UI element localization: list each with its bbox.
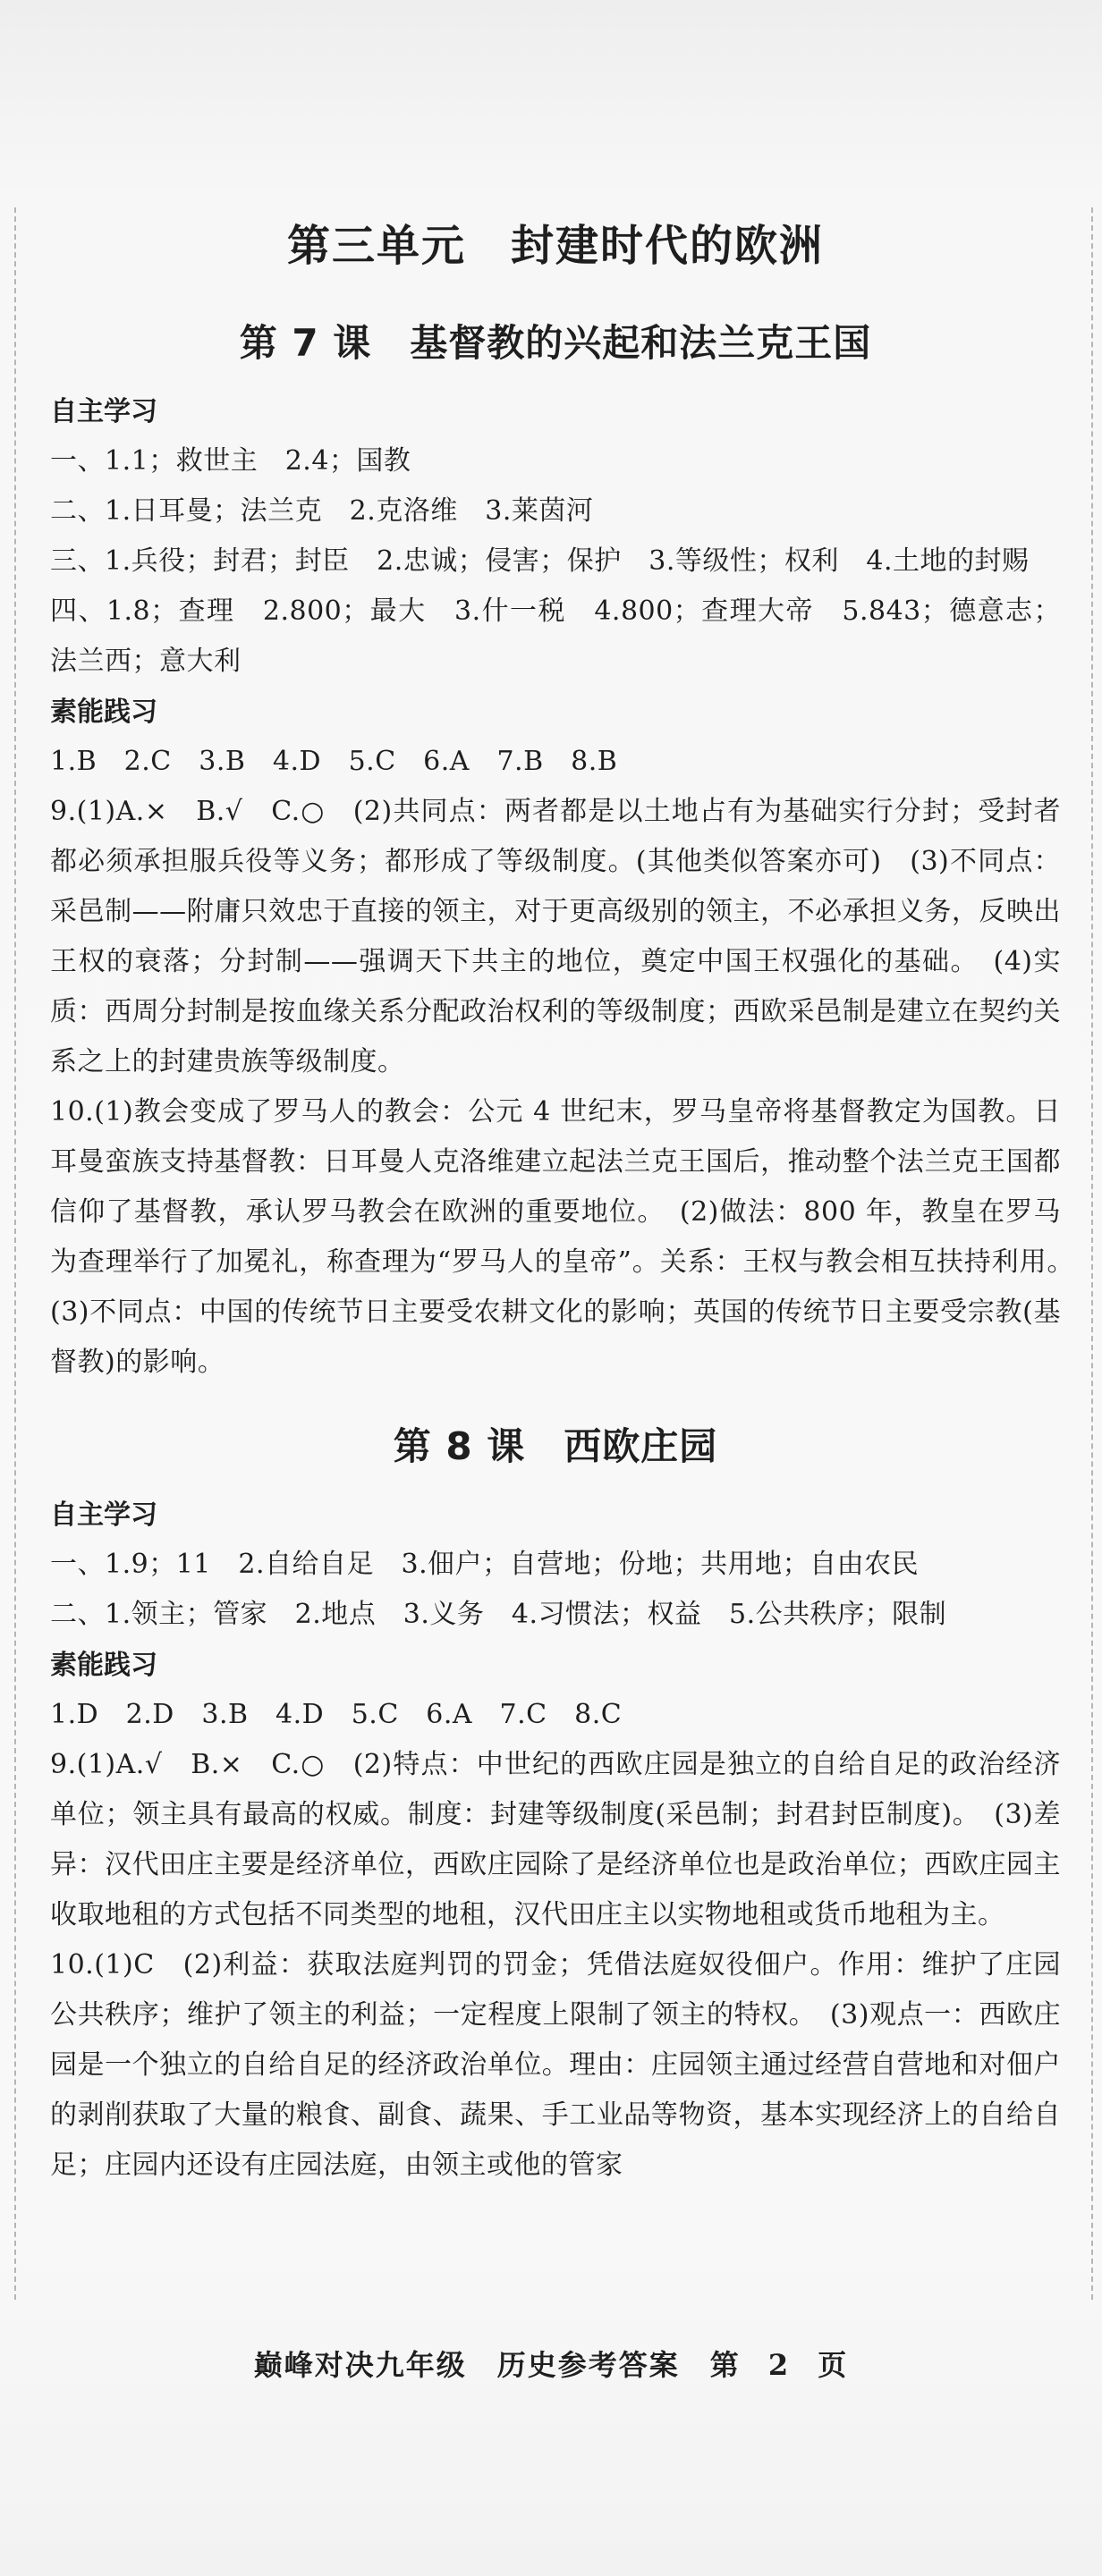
lesson-7-choice-answers: 1.B 2.C 3.B 4.D 5.C 6.A 7.B 8.B xyxy=(50,746,618,777)
lesson-8-title: 第 8 课 西欧庄园 xyxy=(393,1424,718,1468)
lesson-8-self-study-heading: 自主学习 xyxy=(50,1499,157,1531)
lesson-7-self-study-line: 二、1.日耳曼；法兰克 2.克洛维 3.莱茵河 xyxy=(50,495,594,527)
page-footer: 巅峰对决九年级 历史参考答案 第 2 页 xyxy=(253,2348,849,2382)
lesson-7-practice-heading: 素能践习 xyxy=(50,697,157,728)
lesson-8-practice-heading: 素能践习 xyxy=(50,1650,157,1681)
lesson-7-question-9: 9.(1)A.× B.√ C.○ (2)共同点：两者都是以土地占有为基础实行分封；受封者都必须承担服兵役等义务；都形成了等级制度。(其他类似答案亦可) (3)不同点：采邑制——附庸只效忠于直接的领主，对于更高级别的领主，不必承担义务，反映出王权的衰落；分封制——强调天下共主的地位，奠定中国王权强化的基础。 (4)实质：西周分封制是按血缘关系分配政治权利的等级制度；西欧采邑制是建立在契约关系之上的封建贵族等级制度。 xyxy=(50,796,1061,1077)
lesson-8-self-study-line: 一、1.9；11 2.自给自足 3.佃户；自营地；份地；共用地；自由农民 xyxy=(50,1549,920,1580)
lesson-8-self-study-line: 二、1.领主；管家 2.地点 3.义务 4.习惯法；权益 5.公共秩序；限制 xyxy=(50,1599,947,1630)
right-margin-rule xyxy=(1091,207,1093,2300)
unit-title: 第三单元 封建时代的欧洲 xyxy=(286,221,824,271)
lesson-7-title: 第 7 课 基督教的兴起和法兰克王国 xyxy=(239,321,872,365)
lesson-7-self-study-line: 一、1.1；救世主 2.4；国教 xyxy=(50,445,411,477)
lesson-7-self-study-line: 三、1.兵役；封君；封臣 2.忠诚；侵害；保护 3.等级性；权利 4.土地的封赐 xyxy=(50,545,1030,577)
lesson-7-question-10: 10.(1)教会变成了罗马人的教会：公元 4 世纪末，罗马皇帝将基督教定为国教。日耳曼蛮族支持基督教：日耳曼人克洛维建立起法兰克王国后，推动整个法兰克王国都信仰了基督教，承认罗马教会在欧洲的重要地位。 (2)做法：800 年，教皇在罗马为查理举行了加冕礼，称查理为“罗马人的皇帝”。关系：王权与教会相互扶持利用。 (3)不同点：中国的传统节日主要受农耕文化的影响；英国的传统节日主要受宗教(基督教)的影响。 xyxy=(50,1096,1089,1378)
lesson-7-self-study-heading: 自主学习 xyxy=(50,396,157,427)
lesson-8-question-10: 10.(1)C (2)利益：获取法庭判罚的罚金；凭借法庭奴役佃户。作用：维护了庄园公共秩序；维护了领主的利益；一定程度上限制了领主的特权。 (3)观点一：西欧庄园是一个独立的自给自足的经济政治单位。理由：庄园领主通过经营自营地和对佃户的剥削获取了大量的粮食、副食、蔬果、手工业品等物资，基本实现经济上的自给自足；庄园内还设有庄园法庭，由领主或他的管家 xyxy=(50,1949,1061,2181)
left-margin-rule xyxy=(14,207,16,2300)
lesson-8-choice-answers: 1.D 2.D 3.B 4.D 5.C 6.A 7.C 8.C xyxy=(50,1699,623,1730)
answer-content xyxy=(50,215,1089,2191)
lesson-7-self-study-line: 四、1.8；查理 2.800；最大 3.什一税 4.800；查理大帝 5.843；德意志；法兰西；意大利 xyxy=(50,595,1061,677)
lesson-8-question-9: 9.(1)A.√ B.× C.○ (2)特点：中世纪的西欧庄园是独立的自给自足的政治经济单位；领主具有最高的权威。制度：封建等级制度(采邑制；封君封臣制度)。 (3)差异：汉代田庄主要是经济单位，西欧庄园除了是经济单位也是政治单位；西欧庄园主收取地租的方式包括不同类型的地租，汉代田庄主以实物地租或货币地租为主。 xyxy=(50,1749,1061,1930)
